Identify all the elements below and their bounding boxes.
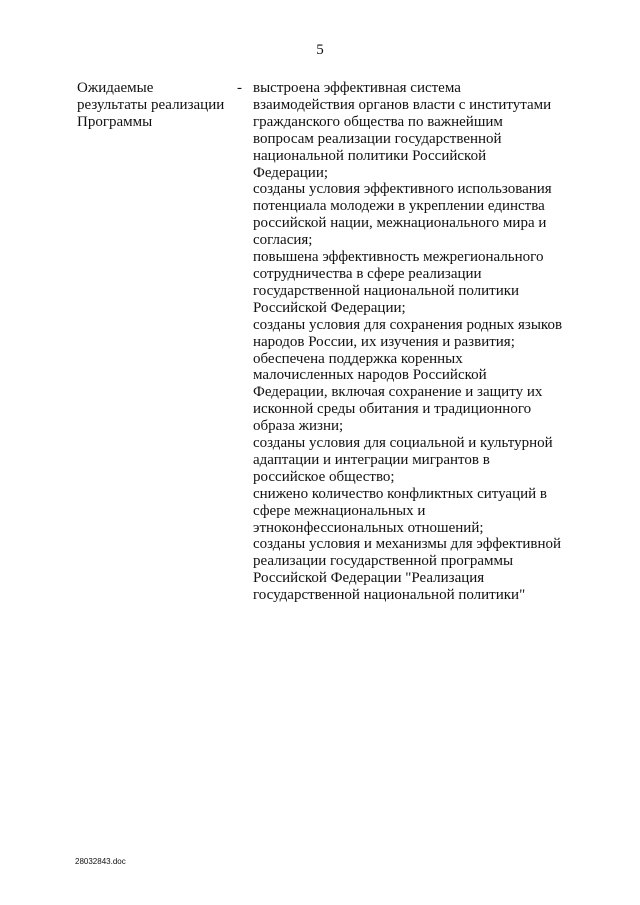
page-number: 5	[316, 42, 324, 58]
result-line: созданы условия и механизмы для эффективной	[253, 536, 562, 553]
result-line: взаимодействия органов власти с институтами	[253, 96, 552, 113]
section-label-line: результаты реализации	[77, 96, 225, 113]
result-line: сотрудничества в сфере реализации	[253, 265, 482, 282]
expected-results-text	[253, 80, 593, 604]
result-line: Федерации, включая сохранение и защиту их	[253, 384, 543, 401]
result-line: выстроена эффективная система	[253, 80, 461, 96]
result-line: малочисленных народов Российской	[253, 367, 487, 384]
result-line: государственной национальной политики	[253, 282, 520, 299]
result-line: обеспечена поддержка коренных	[253, 350, 463, 367]
result-line: национальной политики Российской	[253, 147, 487, 164]
result-line: вопросам реализации государственной	[253, 130, 502, 147]
section-label-line: Ожидаемые	[77, 80, 154, 96]
result-line: Российской Федерации;	[253, 299, 406, 316]
result-line: сфере межнациональных и	[253, 502, 426, 519]
result-line: созданы условия эффективного использования	[253, 181, 552, 198]
section-label-line: Программы	[77, 113, 153, 130]
result-line: повышена эффективность межрегионального	[253, 249, 544, 266]
result-line: гражданского общества по важнейшим	[253, 113, 503, 130]
footer-file-name: 28032843.doc	[75, 857, 126, 866]
result-line: российской нации, межнационального мира и	[253, 215, 547, 232]
result-line: российское общество;	[253, 468, 395, 485]
result-line: этноконфессиональных отношений;	[253, 519, 484, 536]
result-line: созданы условия для социальной и культурной	[253, 435, 553, 452]
result-line: потенциала молодежи в укреплении единства	[253, 198, 545, 215]
result-line: Российской Федерации "Реализация	[253, 570, 485, 587]
list-dash: -	[237, 80, 242, 96]
result-line: реализации государственной программы	[253, 553, 514, 570]
section-label	[77, 80, 242, 131]
result-line: народов России, их изучения и развития;	[253, 333, 515, 350]
result-line: образа жизни;	[253, 418, 344, 435]
result-line: согласия;	[253, 232, 313, 249]
result-line: снижено количество конфликтных ситуаций в	[253, 485, 548, 502]
result-line: Федерации;	[253, 164, 329, 181]
result-line: созданы условия для сохранения родных языков	[253, 316, 563, 333]
result-line: адаптации и интеграции мигрантов в	[253, 451, 490, 468]
result-line: государственной национальной политики"	[253, 587, 526, 604]
result-line: исконной среды обитания и традиционного	[253, 401, 532, 418]
